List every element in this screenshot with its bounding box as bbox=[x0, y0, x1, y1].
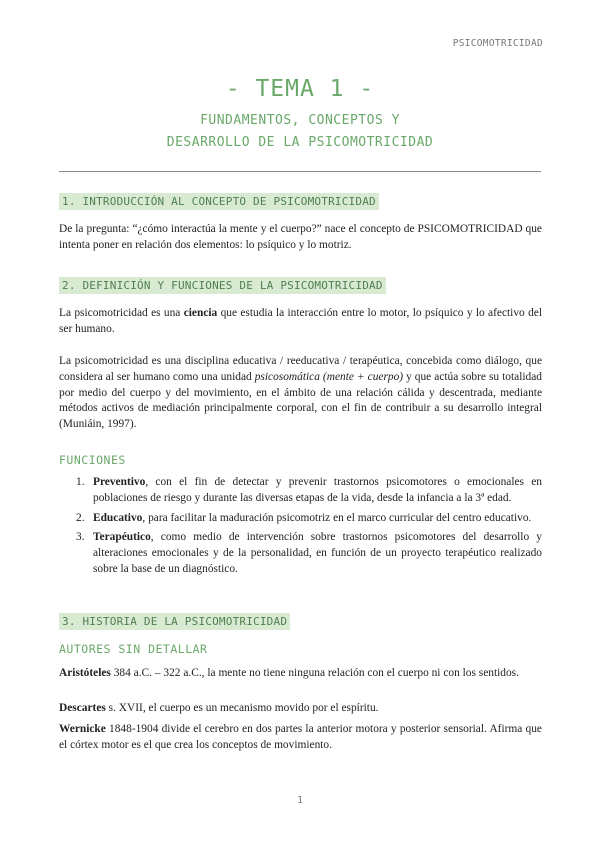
autor-paragraph bbox=[59, 722, 542, 754]
autor-paragraph bbox=[59, 666, 542, 682]
section2-paragraph-1 bbox=[59, 306, 542, 338]
section2-p1-bold: ciencia bbox=[183, 307, 218, 319]
autor-text: 384 a.C. – 322 a.C., la mente no tiene ninguna relación con el cuerpo ni con los sentidos. bbox=[110, 667, 519, 679]
section-heading-3: 3. HISTORIA DE LA PSICOMOTRICIDAD bbox=[59, 613, 290, 630]
list-item-text: , para facilitar la maduración psicomotriz en el marco curricular del centro educativo. bbox=[142, 511, 532, 524]
autor-name: Descartes bbox=[59, 702, 106, 714]
list-item bbox=[59, 475, 542, 507]
list-item-term: Terapéutico bbox=[93, 531, 151, 544]
list-item-number: 1. bbox=[76, 476, 85, 488]
section1-paragraph: De la pregunta: “¿cómo interactúa la mente y el cuerpo?” nace el concepto de PSICOMOTRICIDAD que intenta poner en relación dos elementos: lo psíquico y lo motriz. bbox=[59, 223, 542, 251]
document-title: - TEMA 1 - bbox=[225, 76, 375, 102]
section2-p2-italic: psicosomática (mente + cuerpo) bbox=[254, 370, 404, 383]
section2-p1-after: que estudia la interacción entre lo motor, lo psíquico y lo afectivo del ser humano. bbox=[59, 307, 542, 335]
list-item-term: Educativo bbox=[93, 511, 143, 524]
page-number: 1 bbox=[296, 795, 304, 806]
autor-paragraph bbox=[59, 701, 542, 717]
section-heading-1: 1. INTRODUCCIÓN AL CONCEPTO DE PSICOMOTRICIDAD bbox=[59, 193, 379, 210]
list-item-text: , con el fin de detectar y prevenir trastornos psicomotores o emocionales en poblaciones de riesgo y durante las diversas etapas de la vida, desde la infancia a la 3ª edad. bbox=[93, 476, 542, 504]
autor-name: Aristóteles bbox=[59, 667, 111, 679]
title-divider bbox=[59, 171, 541, 172]
list-item-term: Preventivo bbox=[93, 476, 146, 488]
document-subtitle-line2: DESARROLLO DE LA PSICOMOTRICIDAD bbox=[166, 135, 434, 150]
list-item-text: , como medio de intervención sobre trastornos psicomotores del desarrollo y alteraciones emocionales y de la personalidad, en función de un proyecto terapéutico realizado sobre la base de un diagnóstico. bbox=[93, 531, 542, 575]
funciones-heading: FUNCIONES bbox=[59, 453, 126, 467]
running-header: PSICOMOTRICIDAD bbox=[452, 38, 543, 49]
autores-heading: AUTORES SIN DETALLAR bbox=[59, 642, 208, 656]
funciones-list bbox=[59, 475, 542, 582]
section2-p2-after: y que actúa sobre su totalidad por medio del cuerpo y del movimiento, en el ámbito de una relación cálida y descentrada, mediante métodos activos de mediación principalmente corporal, con el fin de contribuir a su desarrollo integral (Muniáin, 1997). bbox=[59, 370, 542, 431]
section2-p2-before: La psicomotricidad es una disciplina educativa / reeducativa / terapéutica, concebida como diálogo, que considera al ser humano como una unidad bbox=[59, 355, 542, 383]
section2-p1-before: La psicomotricidad es una bbox=[59, 307, 184, 319]
section2-paragraph-2 bbox=[59, 354, 542, 433]
list-item-number: 3. bbox=[76, 531, 85, 544]
autor-name: Wernicke bbox=[59, 723, 106, 735]
autor-text: s. XVII, el cuerpo es un mecanismo movido por el espíritu. bbox=[105, 702, 379, 714]
list-item bbox=[59, 511, 542, 527]
section-heading-2: 2. DEFINICIÓN Y FUNCIONES DE LA PSICOMOTRICIDAD bbox=[59, 277, 386, 294]
list-item-number: 2. bbox=[76, 511, 85, 524]
list-item bbox=[59, 530, 542, 577]
autor-text: 1848-1904 divide el cerebro en dos partes la anterior motora y posterior sensorial. Afirma que el córtex motor es el que crea los conceptos de movimiento. bbox=[59, 723, 542, 751]
document-subtitle-line1: FUNDAMENTOS, CONCEPTOS Y bbox=[200, 113, 400, 128]
